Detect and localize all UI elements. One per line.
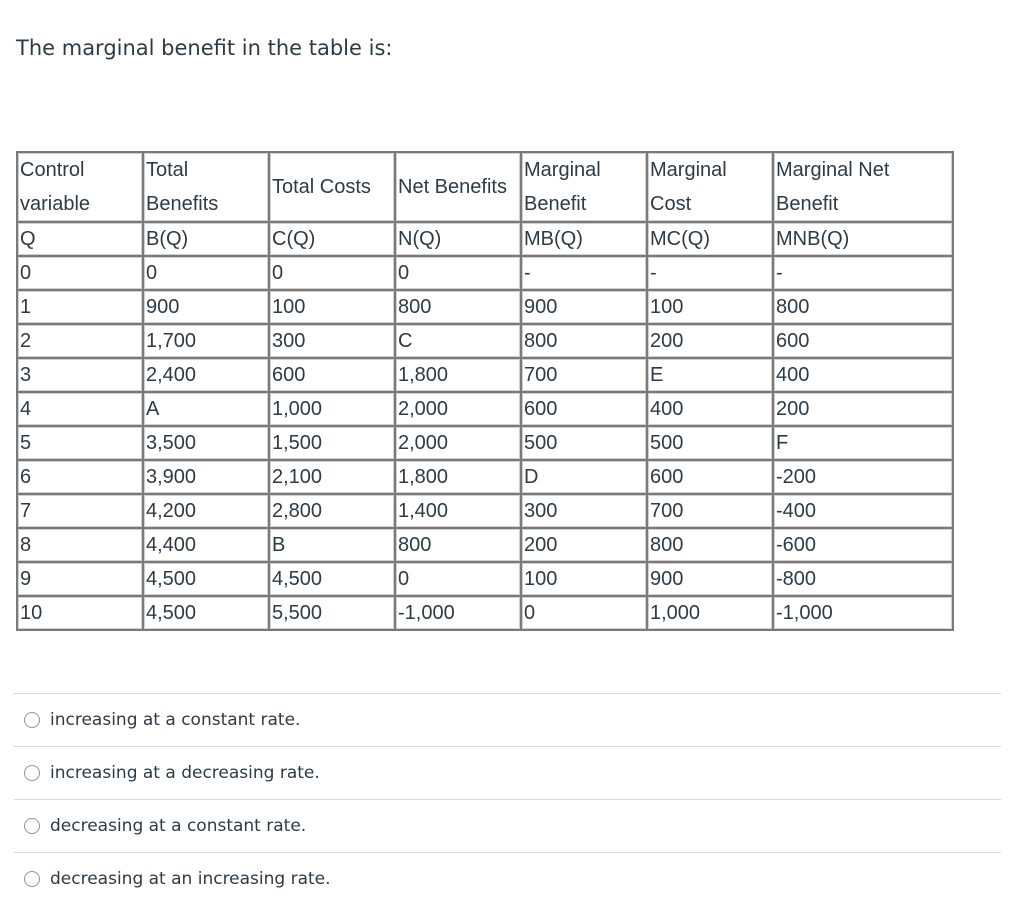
header-total-costs: Total Costs [269,152,395,222]
table-cell: A [143,392,269,426]
table-cell: 600 [773,324,953,358]
table-cell: 800 [773,290,953,324]
table-cell: -400 [773,494,953,528]
table-cell: 4,500 [269,562,395,596]
symbol-row [17,222,953,256]
table-cell: 1,400 [395,494,521,528]
symbol-cell: N(Q) [395,222,521,256]
table-row [17,392,953,426]
table-cell: 1,700 [143,324,269,358]
table-cell: 5,500 [269,596,395,630]
table-cell: 400 [647,392,773,426]
question-text: The marginal benefit in the table is: [16,36,393,60]
table-cell: 100 [647,290,773,324]
table-cell: 3,500 [143,426,269,460]
table-cell: 2,800 [269,494,395,528]
table-cell: 100 [269,290,395,324]
header-net-benefits: Net Benefits [395,152,521,222]
table-cell: 800 [395,528,521,562]
table-cell: -800 [773,562,953,596]
table-cell: 100 [521,562,647,596]
symbol-cell: C(Q) [269,222,395,256]
header-marginal-benefit: Marginal Benefit [521,152,647,222]
option-label: increasing at a constant rate. [50,710,301,730]
table-cell: 6 [17,460,143,494]
table-cell: 5 [17,426,143,460]
table-cell: 2,400 [143,358,269,392]
table-cell: F [773,426,953,460]
table-cell: 600 [269,358,395,392]
symbol-cell: B(Q) [143,222,269,256]
table-cell: 600 [647,460,773,494]
table-cell: 1 [17,290,143,324]
table-cell: - [773,256,953,290]
table-cell: 1,000 [269,392,395,426]
table-cell: 4 [17,392,143,426]
table-cell: 1,000 [647,596,773,630]
header-marginal-net-benefit: Marginal Net Benefit [773,152,953,222]
table-cell: 2 [17,324,143,358]
table-cell: 400 [773,358,953,392]
radio-button[interactable] [24,818,40,834]
table-row [17,460,953,494]
table-cell: 4,200 [143,494,269,528]
table-cell: 900 [521,290,647,324]
table-cell: -200 [773,460,953,494]
radio-button[interactable] [24,765,40,781]
table-cell: 2,000 [395,426,521,460]
table-cell: - [647,256,773,290]
table-cell: 700 [521,358,647,392]
table-row [17,290,953,324]
table-cell: B [269,528,395,562]
symbol-cell: MNB(Q) [773,222,953,256]
table-cell: 800 [521,324,647,358]
option-label: increasing at a decreasing rate. [50,763,320,783]
table-row [17,494,953,528]
table-row [17,596,953,630]
table-cell: 4,400 [143,528,269,562]
table-row [17,528,953,562]
table-cell: C [395,324,521,358]
table-cell: -1,000 [773,596,953,630]
table-cell: 500 [521,426,647,460]
table-cell: 1,800 [395,460,521,494]
table-cell: E [647,358,773,392]
table-cell: 4,500 [143,562,269,596]
table-row [17,562,953,596]
answer-option[interactable] [14,746,1001,799]
table-cell: 800 [647,528,773,562]
table-cell: 0 [17,256,143,290]
table-cell: 200 [773,392,953,426]
table-cell: 0 [395,562,521,596]
table-row [17,256,953,290]
table-cell: 7 [17,494,143,528]
header-total-benefits: Total Benefits [143,152,269,222]
answer-option[interactable] [14,693,1001,746]
table-cell: 700 [647,494,773,528]
table-cell: 300 [269,324,395,358]
option-label: decreasing at an increasing rate. [50,869,331,889]
table-cell: 4,500 [143,596,269,630]
radio-button[interactable] [24,871,40,887]
table-cell: 800 [395,290,521,324]
header-marginal-cost: Marginal Cost [647,152,773,222]
header-control-variable: Control variable [17,152,143,222]
table-cell: 300 [521,494,647,528]
table-cell: 500 [647,426,773,460]
header-row [17,152,953,222]
answer-option[interactable] [14,852,1001,905]
table-cell: 2,000 [395,392,521,426]
table-cell: 2,100 [269,460,395,494]
symbol-cell: MB(Q) [521,222,647,256]
table-cell: D [521,460,647,494]
table-cell: - [521,256,647,290]
table-row [17,358,953,392]
table-cell: 3,900 [143,460,269,494]
radio-button[interactable] [24,712,40,728]
table-cell: 9 [17,562,143,596]
table-cell: 8 [17,528,143,562]
table-cell: 1,500 [269,426,395,460]
table-cell: 0 [521,596,647,630]
answer-options [14,693,1001,905]
table-row [17,324,953,358]
table-cell: -600 [773,528,953,562]
table-cell: 0 [395,256,521,290]
table-cell: 200 [647,324,773,358]
data-table [16,151,954,631]
table-cell: 900 [143,290,269,324]
table-cell: 1,800 [395,358,521,392]
table-row [17,426,953,460]
table-cell: 600 [521,392,647,426]
table-cell: -1,000 [395,596,521,630]
table-cell: 0 [269,256,395,290]
option-label: decreasing at a constant rate. [50,816,307,836]
table-cell: 200 [521,528,647,562]
symbol-cell: MC(Q) [647,222,773,256]
table-cell: 3 [17,358,143,392]
symbol-cell: Q [17,222,143,256]
answer-option[interactable] [14,799,1001,852]
table-cell: 10 [17,596,143,630]
table-cell: 0 [143,256,269,290]
table-cell: 900 [647,562,773,596]
